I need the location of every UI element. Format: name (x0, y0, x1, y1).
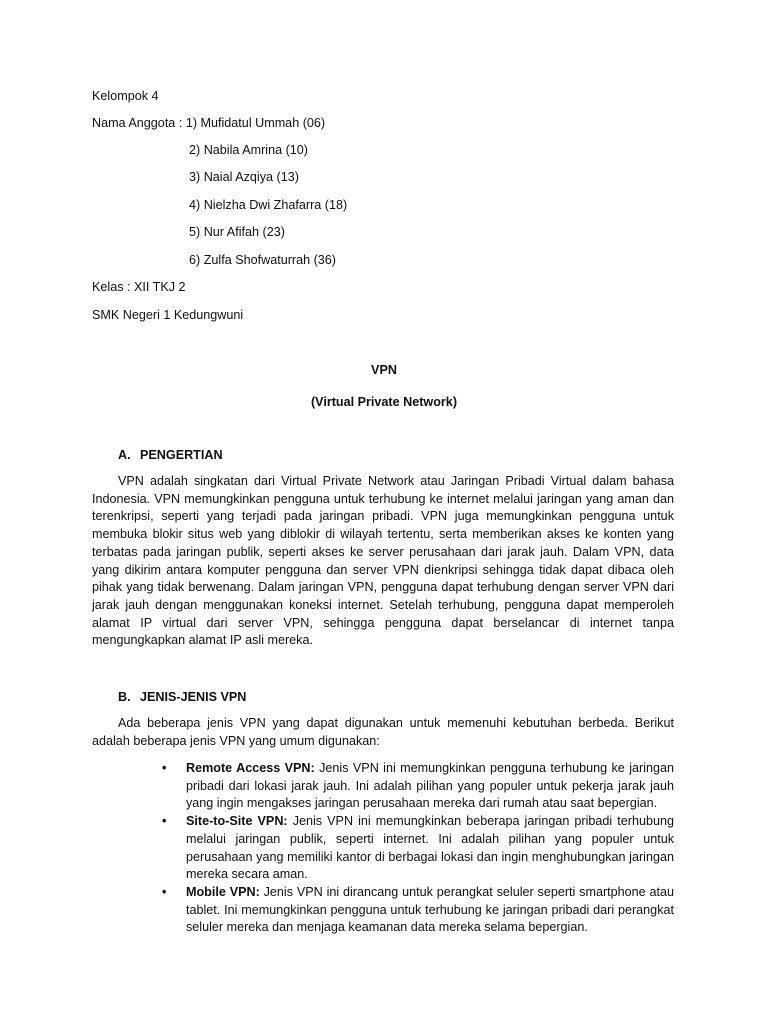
class-info: Kelas : XII TKJ 2 (92, 280, 186, 294)
item-text: Jenis VPN ini memungkinkan beberapa jaringan pribadi terhubung melalui jaringan publik, seperti internet. Ini adalah pilihan yang populer untuk perusahaan yang memiliki kantor di berbagai lokasi dan ingin menghubungkan jaringan mereka secara aman. (186, 814, 674, 882)
list-item (162, 760, 675, 813)
item-text: Jenis VPN ini dirancang untuk perangkat seluler seperti smartphone atau tablet. Ini memungkinkan pengguna untuk terhubung ke jaringan pribadi dari perangkat seluler mereka dan menjaga keamanan data mereka selama bepergian. (186, 884, 674, 935)
list-item (162, 884, 674, 937)
member-3: 3) Naial Azqiya (13) (189, 170, 299, 184)
item-term: Remote Access VPN: (186, 761, 315, 775)
item-term: Mobile VPN: (186, 884, 260, 899)
section-b-heading (118, 688, 246, 706)
members-label: Nama Anggota : 1) Mufidatul Ummah (06) (92, 116, 326, 130)
item-term: Site-to-Site VPN: (186, 814, 288, 829)
doc-title: VPN (371, 363, 397, 377)
member-2: 2) Nabila Amrina (10) (189, 143, 308, 157)
list-item (162, 813, 674, 884)
bullet-icon: • (162, 884, 167, 899)
group-name: Kelompok 4 (92, 89, 159, 103)
section-a-letter: A. (118, 448, 131, 462)
section-a-heading (118, 446, 223, 464)
vpn-types-list (162, 760, 675, 937)
member-6: 6) Zulfa Shofwaturrah (36) (189, 253, 336, 267)
bullet-icon: • (162, 814, 167, 829)
school-name: SMK Negeri 1 Kedungwuni (92, 308, 244, 322)
section-b-title: JENIS-JENIS VPN (140, 690, 247, 704)
section-a-body: VPN adalah singkatan dari Virtual Private Network atau Jaringan Pribadi Virtual dalam bahasa Indonesia. VPN memungkinkan pengguna untuk terhubung ke internet melalui jaringan yang aman dan terenkripsi, seperti yang terjadi pada jaringan pribadi. VPN juga memungkinkan pengguna untuk membuka blokir situs web yang diblokir di wilayah tertentu, serta memberikan akses ke konten yang terbatas pada jaringan publik, seperti akses ke server perusahaan dari jarak jauh. Dalam VPN, data yang dikirim antara komputer pengguna dan server VPN dienkripsi sehingga tidak dapat dibaca oleh pihak yang tidak berwenang. Dalam jaringan VPN, pengguna dapat terhubung dengan server VPN dari jarak jauh dengan menggunakan koneksi internet. Setelah terhubung, pengguna dapat memperoleh alamat IP virtual dari server VPN, sehingga pengguna dapat berselancar di internet tanpa mengungkapkan alamat IP asli mereka. (92, 474, 674, 648)
bullet-icon: • (162, 761, 167, 775)
member-4: 4) Nielzha Dwi Zhafarra (18) (189, 198, 348, 212)
doc-subtitle: (Virtual Private Network) (310, 395, 458, 409)
item-text: Jenis VPN ini memungkinkan pengguna terhubung ke jaringan pribadi dari lokasi jarak jauh. Ini adalah pilihan yang populer untuk pekerja jarak jauh yang ingin mengakses jaringan perusahaan mereka dari rumah atau saat bepergian. (186, 761, 675, 811)
section-a-title: PENGERTIAN (140, 448, 223, 462)
section-b-letter: B. (118, 690, 131, 704)
member-5: 5) Nur Afifah (23) (189, 225, 285, 239)
section-b-intro: Ada beberapa jenis VPN yang dapat digunakan untuk memenuhi kebutuhan berbeda. Berikut adalah beberapa jenis VPN yang umum digunakan: (92, 716, 674, 748)
